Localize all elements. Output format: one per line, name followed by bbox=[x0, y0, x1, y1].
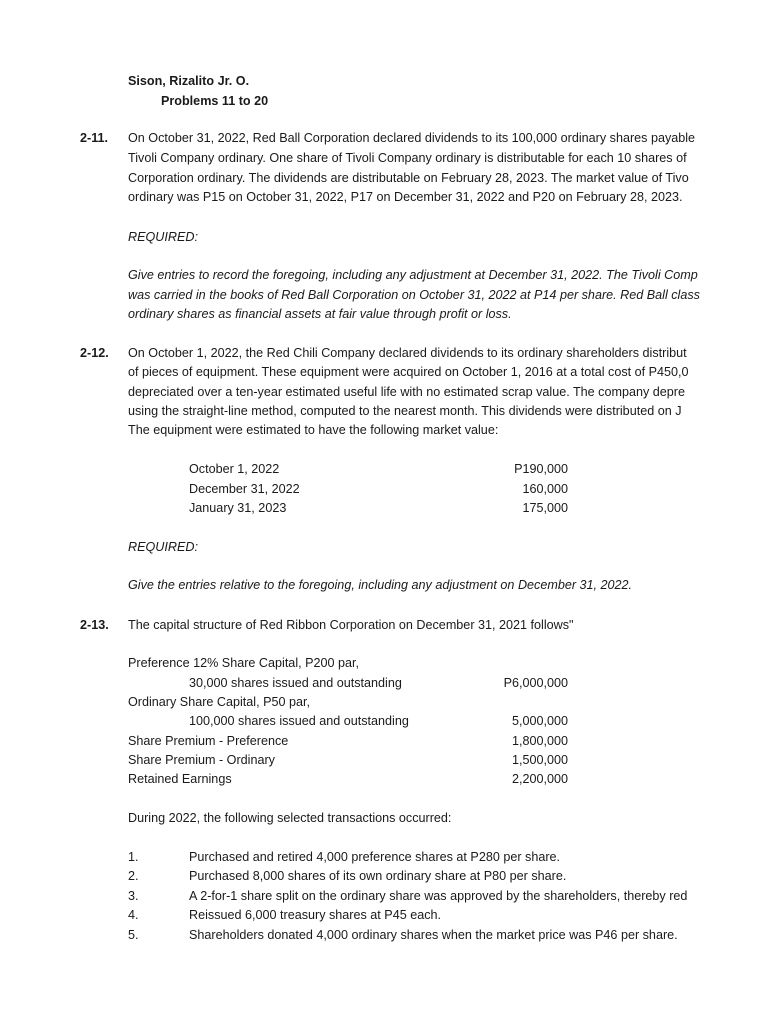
transaction-number: 5. bbox=[128, 928, 139, 942]
transaction-number: 2. bbox=[128, 869, 139, 883]
capital-item-label: Share Premium - Preference bbox=[128, 734, 289, 748]
problem-text-line: Tivoli Company ordinary. One share of Tivoli Company ordinary is distributable for each 10 shares of bbox=[128, 151, 687, 165]
problem-text-line: depreciated over a ten-year estimated useful life with no estimated scrap value. The company depre bbox=[128, 385, 685, 399]
transaction-text: Reissued 6,000 treasury shares at P45 each. bbox=[189, 908, 442, 922]
capital-item-amount: 5,000,000 bbox=[511, 714, 568, 728]
problem-text-line: On October 1, 2022, the Red Chili Company declared dividends to its ordinary shareholders distribut bbox=[128, 346, 687, 360]
problem-text-line: On October 31, 2022, Red Ball Corporation declared dividends to its 100,000 ordinary shares payable bbox=[128, 131, 696, 145]
problem-number: 2-12. bbox=[80, 346, 109, 360]
capital-item-label: Ordinary Share Capital, P50 par, bbox=[128, 695, 311, 709]
required-text-line: ordinary shares as financial assets at fair value through profit or loss. bbox=[128, 307, 512, 321]
transaction-number: 4. bbox=[128, 908, 139, 922]
required-text-line: Give entries to record the foregoing, including any adjustment at December 31, 2022. The Tivoli Comp bbox=[128, 268, 698, 282]
problem-number: 2-11. bbox=[80, 131, 109, 145]
transaction-text: Shareholders donated 4,000 ordinary shares when the market price was P46 per share. bbox=[189, 928, 678, 942]
document-title: Problems 11 to 20 bbox=[161, 94, 269, 108]
required-label: REQUIRED: bbox=[128, 540, 198, 554]
capital-item-label: Share Premium - Ordinary bbox=[128, 753, 275, 767]
problem-text-line: Corporation ordinary. The dividends are distributable on February 28, 2023. The market value of Tivo bbox=[128, 171, 689, 185]
market-value-date: December 31, 2022 bbox=[189, 482, 300, 496]
capital-item-label: Preference 12% Share Capital, P200 par, bbox=[128, 656, 360, 670]
transaction-text: Purchased and retired 4,000 preference shares at P280 per share. bbox=[189, 850, 561, 864]
capital-item-label: Retained Earnings bbox=[128, 772, 232, 786]
market-value-amount: P190,000 bbox=[514, 462, 568, 476]
problem-text-line: of pieces of equipment. These equipment were acquired on October 1, 2016 at a total cost of P450,0 bbox=[128, 365, 689, 379]
market-value-amount: 175,000 bbox=[522, 501, 568, 515]
problem-text-line: ordinary was P15 on October 31, 2022, P17 on December 31, 2022 and P20 on February 28, 2023. bbox=[128, 190, 683, 204]
market-value-amount: 160,000 bbox=[522, 482, 568, 496]
capital-item-amount: 1,500,000 bbox=[511, 753, 568, 767]
transaction-text: A 2-for-1 share split on the ordinary share was approved by the shareholders, thereby red bbox=[189, 889, 688, 903]
required-text-line: Give the entries relative to the foregoing, including any adjustment on December 31, 2022. bbox=[128, 578, 633, 592]
transaction-text: Purchased 8,000 shares of its own ordinary share at P80 per share. bbox=[189, 869, 567, 883]
author-name: Sison, Rizalito Jr. O. bbox=[128, 74, 250, 88]
capital-item-amount: P6,000,000 bbox=[503, 676, 568, 690]
problem-text-line: The equipment were estimated to have the following market value: bbox=[128, 423, 499, 437]
required-text-line: was carried in the books of Red Ball Corporation on October 31, 2022 at P14 per share. Red Ball class bbox=[128, 288, 700, 302]
transaction-number: 3. bbox=[128, 889, 139, 903]
market-value-date: January 31, 2023 bbox=[189, 501, 287, 515]
transaction-number: 1. bbox=[128, 850, 139, 864]
transactions-intro: During 2022, the following selected transactions occurred: bbox=[128, 811, 452, 825]
capital-item-sublabel: 30,000 shares issued and outstanding bbox=[189, 676, 402, 690]
problem-number: 2-13. bbox=[80, 618, 109, 632]
required-label: REQUIRED: bbox=[128, 230, 198, 244]
capital-item-amount: 1,800,000 bbox=[511, 734, 568, 748]
problem-text-line: using the straight-line method, computed to the nearest month. This dividends were distributed on J bbox=[128, 404, 682, 418]
problem-text-line: The capital structure of Red Ribbon Corporation on December 31, 2021 follows" bbox=[128, 618, 574, 632]
market-value-date: October 1, 2022 bbox=[189, 462, 280, 476]
capital-item-sublabel: 100,000 shares issued and outstanding bbox=[189, 714, 409, 728]
capital-item-amount: 2,200,000 bbox=[511, 772, 568, 786]
